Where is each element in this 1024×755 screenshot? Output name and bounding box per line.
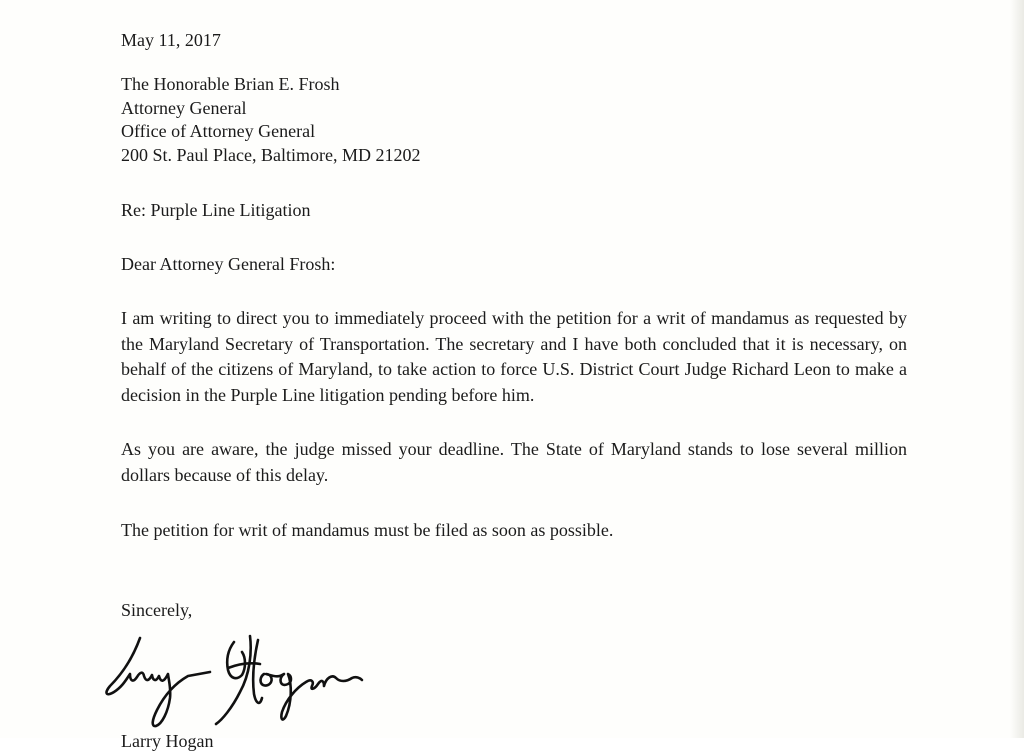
body-paragraph: As you are aware, the judge missed your deadline. The State of Maryland stands to lose several million dollars because of this delay.	[121, 439, 907, 485]
addressee-name: The Honorable Brian E. Frosh	[121, 74, 340, 94]
letter-date: May 11, 2017	[121, 30, 221, 50]
addressee-title: Attorney General	[121, 97, 247, 118]
addressee-address: 200 St. Paul Place, Baltimore, MD 21202	[121, 144, 421, 165]
handwritten-signature	[100, 628, 370, 730]
subject-line: Re: Purple Line Litigation	[121, 200, 311, 220]
addressee-block	[121, 73, 420, 167]
body-paragraph: I am writing to direct you to immediately proceed with the petition for a writ of mandamus as requested by the Maryland Secretary of Transportation. The secretary and I have both concluded that it is necessary, on behalf of the citizens of Maryland, to take action to force U.S. District Court Judge Richard Leon to make a decision in the Purple Line litigation pending before him.	[121, 308, 907, 405]
salutation: Dear Attorney General Frosh:	[121, 254, 336, 274]
closing: Sincerely,	[121, 600, 193, 620]
signer-name: Larry Hogan	[121, 731, 214, 751]
addressee-office: Office of Attorney General	[121, 121, 316, 141]
page-edge-shadow	[1010, 0, 1024, 738]
body-paragraph: The petition for writ of mandamus must be filed as soon as possible.	[121, 520, 614, 540]
